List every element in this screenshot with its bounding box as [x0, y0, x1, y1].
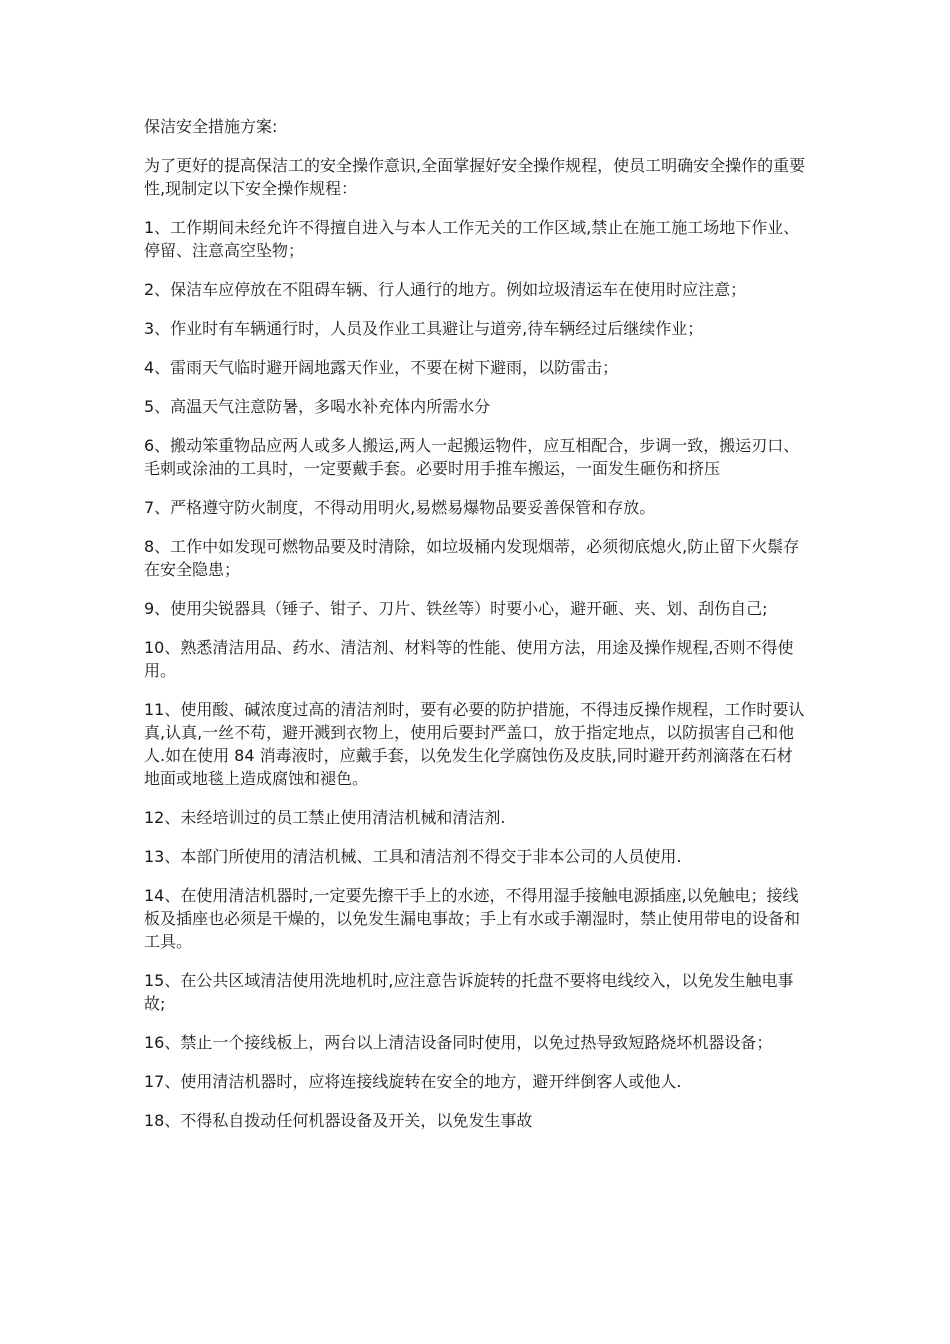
rule-item-1: 1、工作期间未经允许不得擅自进入与本人工作无关的工作区域,禁止在施工施工场地下作业、停留、注意高空坠物；: [144, 218, 800, 260]
rule-item-15: 15、在公共区域清洁使用洗地机时,应注意告诉旋转的托盘不要将电线绞入，以免发生触电事故;: [144, 971, 794, 1013]
rule-item-6: 6、搬动笨重物品应两人或多人搬运,两人一起搬运物件，应互相配合，步调一致，搬运刃口、毛刺或涂油的工具时，一定要戴手套。必要时用手推车搬运，一面发生砸伤和挤压: [144, 436, 800, 478]
intro-paragraph: 为了更好的提高保洁工的安全操作意识,全面掌握好安全操作规程，使员工明确安全操作的重要性,现制定以下安全操作规程：: [144, 156, 806, 198]
rule-item-13: 13、本部门所使用的清洁机械、工具和清洁剂不得交于非本公司的人员使用.: [144, 847, 682, 866]
rule-item-17: 17、使用清洁机器时，应将连接线旋转在安全的地方，避开绊倒客人或他人.: [144, 1072, 682, 1091]
rule-item-12: 12、未经培训过的员工禁止使用清洁机械和清洁剂.: [144, 808, 506, 827]
rule-item-2: 2、保洁车应停放在不阻碍车辆、行人通行的地方。例如垃圾清运车在使用时应注意；: [144, 280, 747, 299]
rule-item-7: 7、严格遵守防火制度，不得动用明火,易燃易爆物品要妥善保管和存放。: [144, 498, 656, 517]
rule-item-9: 9、使用尖锐器具（锤子、钳子、刀片、铁丝等）时要小心，避开砸、夹、划、刮伤自己;: [144, 599, 768, 618]
document-title: 保洁安全措施方案:: [144, 117, 278, 136]
rule-item-8: 8、工作中如发现可燃物品要及时清除，如垃圾桶内发现烟蒂，必须彻底熄火,防止留下火鬃存在安全隐患；: [144, 537, 800, 579]
rule-item-18: 18、不得私自拨动任何机器设备及开关，以免发生事故: [144, 1111, 533, 1130]
rule-item-16: 16、禁止一个接线板上，两台以上清洁设备同时使用，以免过热导致短路烧坏机器设备；: [144, 1033, 773, 1052]
rule-item-4: 4、雷雨天气临时避开阔地露天作业，不要在树下避雨，以防雷击；: [144, 358, 619, 377]
rule-item-14: 14、在使用清洁机器时,一定要先擦干手上的水迹，不得用湿手接触电源插座,以免触电；接线板及插座也必须是干燥的，以免发生漏电事故；手上有水或手潮湿时，禁止使用带电的设备和工具。: [144, 886, 801, 951]
rule-item-3: 3、作业时有车辆通行时，人员及作业工具避让与道旁,待车辆经过后继续作业；: [144, 319, 704, 338]
rule-item-11: 11、使用酸、碱浓度过高的清洁剂时，要有必要的防护措施，不得违反操作规程，工作时要认真,认真,一丝不苟，避开溅到衣物上，使用后要封严盖口，放于指定地点，以防损害自己和他人.如在使用 84 消毒液时，应戴手套，以免发生化学腐蚀伤及皮肤,同时避开药剂滴落在石材地面或地毯上造成腐蚀和褪色。: [144, 700, 805, 788]
rule-item-10: 10、熟悉清洁用品、药水、清洁剂、材料等的性能、使用方法，用途及操作规程,否则不得使用。: [144, 638, 794, 680]
rule-item-5: 5、高温天气注意防暑，多喝水补充体内所需水分: [144, 397, 491, 416]
document-body: [144, 115, 808, 1148]
